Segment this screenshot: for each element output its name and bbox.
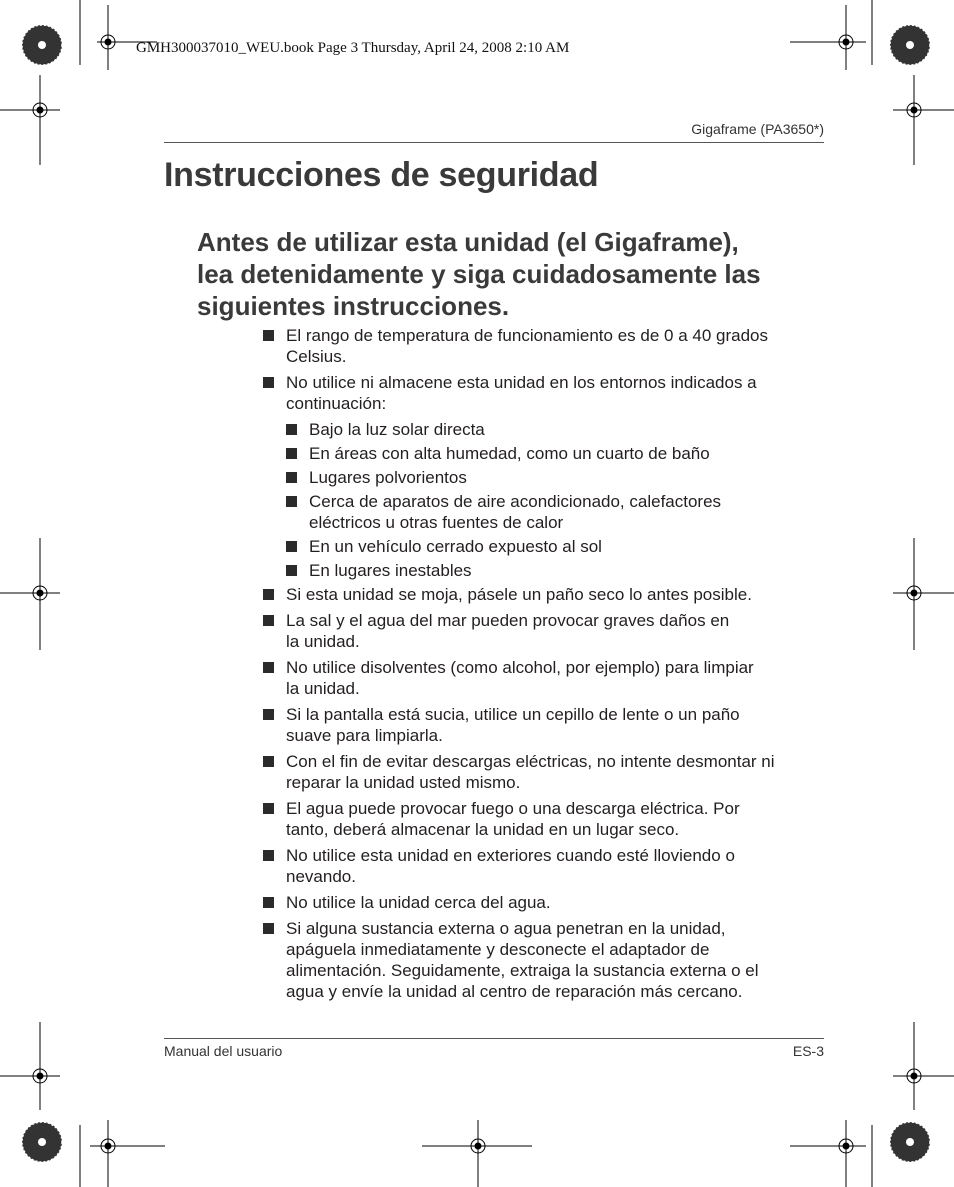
star-target-icon: [890, 25, 930, 65]
list-item: La sal y el agua del mar pueden provocar graves daños en la unidad.: [262, 610, 832, 652]
square-bullet-icon: [263, 709, 274, 720]
square-bullet-icon: [286, 541, 297, 552]
square-bullet-icon: [263, 803, 274, 814]
list-item: El agua puede provocar fuego o una descarga eléctrica. Por tanto, deberá almacenar la unidad en un lugar seco.: [262, 798, 832, 840]
registration-mark-icon: [893, 538, 954, 650]
list-item: El rango de temperatura de funcionamiento es de 0 a 40 grados Celsius.: [262, 325, 832, 367]
sub-list-item: Lugares polvorientos: [285, 467, 832, 488]
registration-mark-icon: [422, 1120, 532, 1187]
square-bullet-icon: [263, 589, 274, 600]
square-bullet-icon: [263, 850, 274, 861]
square-bullet-icon: [263, 615, 274, 626]
list-item: Si la pantalla está sucia, utilice un cepillo de lente o un paño suave para limpiarla.: [262, 704, 832, 746]
header-product-name: Gigaframe (PA3650*): [691, 121, 824, 137]
square-bullet-icon: [263, 756, 274, 767]
square-bullet-icon: [263, 330, 274, 341]
square-bullet-icon: [263, 662, 274, 673]
print-slug-line: GMH300037010_WEU.book Page 3 Thursday, April 24, 2008 2:10 AM: [136, 40, 570, 56]
registration-mark-icon: [0, 538, 60, 650]
footer-manual-title: Manual del usuario: [164, 1043, 283, 1059]
footer-page-number: ES-3: [792, 1043, 824, 1059]
list-item: No utilice ni almacene esta unidad en los entornos indicados a continuación:: [262, 372, 832, 414]
square-bullet-icon: [286, 448, 297, 459]
registration-mark-icon: [893, 1022, 954, 1110]
star-target-icon: [22, 25, 62, 65]
list-item: Si esta unidad se moja, pásele un paño seco lo antes posible.: [262, 584, 832, 605]
section-heading-line: Antes de utilizar esta unidad (el Gigaframe),: [197, 227, 739, 257]
sub-list-item: Cerca de aparatos de aire acondicionado, calefactores eléctricos u otras fuentes de calor: [285, 491, 832, 533]
registration-mark-icon: [0, 1022, 60, 1110]
square-bullet-icon: [286, 496, 297, 507]
list-item: No utilice esta unidad en exteriores cuando esté lloviendo o nevando.: [262, 845, 832, 887]
star-target-icon: [890, 1122, 930, 1162]
square-bullet-icon: [263, 897, 274, 908]
registration-mark-icon: [893, 75, 954, 165]
header-rule: [164, 142, 824, 143]
registration-mark-icon: [0, 75, 60, 165]
square-bullet-icon: [286, 472, 297, 483]
sub-list-item: En un vehículo cerrado expuesto al sol: [285, 536, 832, 557]
sub-list-item: En áreas con alta humedad, como un cuarto de baño: [285, 443, 832, 464]
registration-mark-icon: [90, 1120, 165, 1187]
star-target-icon: [22, 1122, 62, 1162]
list-item: No utilice la unidad cerca del agua.: [262, 892, 832, 913]
square-bullet-icon: [286, 424, 297, 435]
section-heading-line: siguientes instrucciones.: [197, 291, 510, 321]
list-item: Con el fin de evitar descargas eléctricas, no intente desmontar ni reparar la unidad usted mismo.: [262, 751, 832, 793]
registration-mark-icon: [790, 1120, 866, 1187]
footer-rule: [164, 1038, 824, 1039]
sub-list-item: Bajo la luz solar directa: [285, 419, 832, 440]
section-heading: [197, 226, 837, 322]
square-bullet-icon: [263, 923, 274, 934]
square-bullet-icon: [263, 377, 274, 388]
square-bullet-icon: [286, 565, 297, 576]
registration-mark-icon: [97, 5, 157, 70]
sub-list-item: En lugares inestables: [285, 560, 832, 581]
safety-instructions-list: [262, 325, 832, 1002]
registration-mark-icon: [790, 5, 866, 70]
list-item: Si alguna sustancia externa o agua penetran en la unidad, apáguela inmediatamente y desconecte el adaptador de alimentación. Seguidamente, extraiga la sustancia externa o el agua y envíe la unidad al centro de reparación más cercano.: [262, 918, 832, 1002]
section-heading-line: lea detenidamente y siga cuidadosamente las: [197, 259, 761, 289]
page-title: Instrucciones de seguridad: [164, 156, 599, 194]
list-item: No utilice disolventes (como alcohol, por ejemplo) para limpiar la unidad.: [262, 657, 832, 699]
